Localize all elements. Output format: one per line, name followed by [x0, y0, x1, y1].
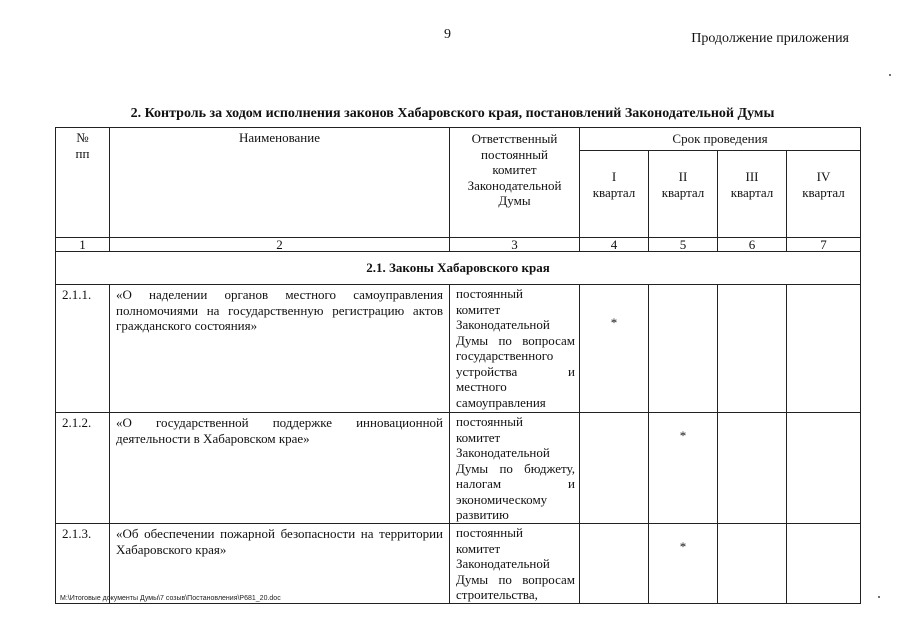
responsible-line: Думы по вопросам	[456, 332, 575, 348]
responsible-line: Думы по бюджету,	[456, 460, 575, 476]
column-number: 1	[56, 238, 110, 252]
header-num-line: №	[76, 130, 89, 145]
quarter-3-cell	[718, 524, 787, 604]
quarter-label: квартал	[730, 184, 774, 200]
header-responsible-line: Думы	[498, 193, 531, 208]
responsible-line: устройства и	[456, 363, 575, 379]
column-number: 4	[580, 238, 649, 252]
quarter-roman: II	[678, 169, 688, 184]
responsible-line: развитию	[456, 507, 509, 522]
row-number: 2.1.2.	[56, 413, 110, 524]
quarter-4-cell	[787, 285, 861, 413]
table-row	[56, 413, 861, 524]
responsible-line: Думы по вопросам	[456, 571, 575, 587]
column-number: 7	[787, 238, 861, 252]
responsible-line: постоянный	[456, 286, 523, 301]
row-responsible	[450, 285, 580, 413]
quarter-roman: IV	[816, 169, 831, 184]
column-number: 2	[110, 238, 450, 252]
responsible-line: налогам и	[456, 476, 575, 491]
header-responsible-line: комитет	[492, 162, 537, 177]
quarter-3-cell	[718, 413, 787, 524]
responsible-line: государственного	[456, 348, 554, 363]
scan-speck	[878, 596, 880, 598]
quarter-4-cell	[787, 524, 861, 604]
control-table	[55, 127, 861, 604]
row-name: «О наделении органов местного самоуправления полномочиями на государственную регистрацию актов гражданского состояния»	[110, 285, 450, 413]
quarter-3-cell	[718, 285, 787, 413]
quarter-label: квартал	[802, 184, 845, 200]
scan-speck	[889, 74, 891, 76]
section-title: 2.1. Законы Хабаровского края	[56, 252, 861, 285]
responsible-line: самоуправления	[456, 394, 546, 410]
row-name: «Об обеспечении пожарной безопасности на территории Хабаровского края»	[110, 524, 450, 604]
continuation-label: Продолжение приложения	[691, 31, 849, 46]
responsible-line: комитет	[456, 540, 501, 556]
row-responsible	[450, 524, 580, 604]
page-number: 9	[444, 27, 451, 42]
header-term: Срок проведения	[580, 128, 861, 151]
header-quarter-1	[580, 151, 649, 238]
row-number: 2.1.3.	[56, 524, 110, 604]
header-responsible-line: Законодательной	[467, 177, 562, 193]
quarter-roman: I	[611, 169, 617, 184]
document-title: 2. Контроль за ходом исполнения законов Хабаровского края, постановлений Законодательной Думы	[130, 106, 775, 121]
header-num-line: пп	[75, 145, 90, 161]
table-row	[56, 524, 861, 604]
header-name: Наименование	[110, 128, 450, 238]
quarter-4-cell	[787, 413, 861, 524]
header-responsible-line: Ответственный	[471, 131, 558, 146]
column-number: 5	[649, 238, 718, 252]
quarter-1-cell	[580, 413, 649, 524]
header-quarter-2	[649, 151, 718, 238]
row-number: 2.1.1.	[56, 285, 110, 413]
header-quarter-4	[787, 151, 861, 238]
column-number: 3	[450, 238, 580, 252]
responsible-line: комитет	[456, 429, 501, 445]
responsible-line: местного	[456, 379, 507, 394]
responsible-line: Законодательной	[456, 317, 550, 332]
responsible-line: комитет	[456, 301, 501, 317]
quarter-label: квартал	[592, 184, 636, 200]
quarter-2-cell	[649, 413, 718, 524]
asterisk-mark: *	[679, 539, 687, 554]
footer-file-path: M:\Итоговые документы Думы\7 созыв\Постановления\P681_20.doc	[60, 595, 281, 602]
header-quarter-3	[718, 151, 787, 238]
asterisk-mark: *	[610, 315, 618, 330]
row-name: «О государственной поддержке инновационной деятельности в Хабаровском крае»	[110, 413, 450, 524]
table-row	[56, 285, 861, 413]
header-num	[56, 128, 110, 238]
responsible-line: постоянный	[456, 525, 523, 540]
responsible-line: Законодательной	[456, 445, 550, 460]
header-responsible	[450, 128, 580, 238]
responsible-line: экономическому	[456, 491, 548, 507]
column-number: 6	[718, 238, 787, 252]
asterisk-mark: *	[679, 428, 687, 443]
quarter-roman: III	[745, 169, 759, 184]
quarter-label: квартал	[661, 184, 705, 200]
row-responsible	[450, 413, 580, 524]
responsible-line: строительства,	[456, 587, 538, 602]
responsible-line: Законодательной	[456, 556, 550, 571]
quarter-1-cell	[580, 285, 649, 413]
responsible-line: постоянный	[456, 414, 523, 429]
quarter-1-cell	[580, 524, 649, 604]
header-responsible-line: постоянный	[481, 146, 548, 162]
quarter-2-cell	[649, 285, 718, 413]
quarter-2-cell	[649, 524, 718, 604]
